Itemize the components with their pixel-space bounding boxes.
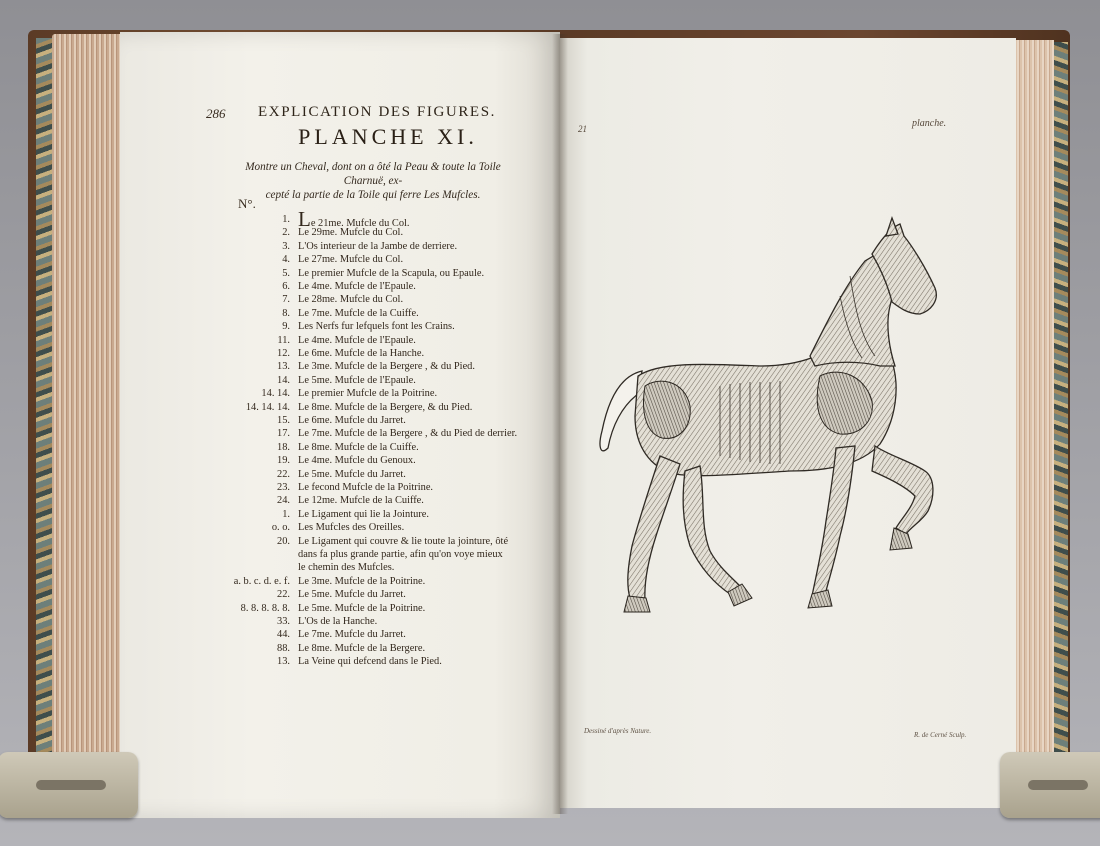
- legend-entry-number: 13.: [277, 656, 290, 668]
- horse-hoof: [808, 590, 832, 608]
- plate-word: planche.: [912, 118, 947, 129]
- legend-entry-text: dans fa plus grande partie, afin qu'on voye mieux: [298, 549, 503, 560]
- plate-number-label: 21: [578, 124, 587, 134]
- plate-caption: [224, 160, 522, 202]
- legend-entry-number: 19.: [277, 455, 290, 467]
- legend-entry-text: Le 3me. Mufcle de la Bergere , & du Pied.: [298, 361, 475, 373]
- legend-entry-text: le chemin des Mufcles.: [298, 562, 395, 574]
- horse-anatomy-engraving: [590, 216, 950, 626]
- legend-entry-number: 6.: [282, 281, 290, 292]
- legend-entry-number: o. o.: [271, 522, 290, 534]
- legend-entry-number: 88.: [277, 642, 290, 654]
- page-edges-left: [52, 34, 126, 789]
- legend-entry-number: 11.: [277, 334, 290, 346]
- horse-front-leg-raised: [872, 446, 933, 534]
- legend-entry-text: Le 27me. Mufcle du Col.: [298, 254, 404, 266]
- legend-entry-text: Le 5me. Mufcle du Jarret.: [298, 589, 406, 601]
- legend-entry-text: Le 8me. Mufcle de la Cuiffe.: [298, 441, 419, 453]
- legend-entry-text: Le 7me. Mufcle de la Cuiffe.: [298, 307, 419, 319]
- legend-entry-number: 14.: [277, 374, 290, 386]
- legend-entry-text: Le 4me. Mufcle du Genoux.: [298, 455, 416, 467]
- horse-hoof: [624, 596, 650, 612]
- legend-entry-number: 1.: [282, 508, 290, 520]
- legend-entry-number: a. b. c. d. e. f.: [233, 575, 290, 587]
- legend-entry-number: 13.: [277, 361, 290, 373]
- legend-entry-number: 23.: [277, 482, 290, 493]
- legend-entry-text: Le 7me. Mufcle de la Bergere , & du Pied de derrier.: [298, 428, 518, 440]
- legend-entry-text: Le Ligament qui couvre & lie toute la jointure, ôté: [298, 535, 509, 547]
- legend-entry-text: Le 29me. Mufcle du Col.: [298, 227, 404, 239]
- legend-entry-text: Le fecond Mufcle de la Poitrine.: [298, 482, 434, 493]
- number-header: N°.: [238, 196, 256, 211]
- drop-capital: L: [298, 207, 311, 231]
- legend-entry-text: Le 21me. Mufcle du Col.: [298, 207, 410, 231]
- legend-entry-text: Le 8me. Mufcle de la Bergere.: [298, 642, 426, 654]
- legend-entry-number: 14. 14. 14.: [245, 401, 290, 413]
- caption-line: cepté la partie de la Toile qui ferre Les Mufcles.: [265, 189, 481, 201]
- legend-entry-number: 14. 14.: [261, 388, 290, 400]
- legend-entry-text: Le Ligament qui lie la Jointure.: [298, 508, 429, 520]
- engraving-credit-right: R. de Cerné Sculp.: [914, 731, 967, 739]
- book-clip-right: [1000, 752, 1100, 818]
- legend-entry-text: Le premier Mufcle de la Scapula, ou Epaule.: [298, 267, 485, 279]
- legend-entry-number: 24.: [277, 495, 290, 507]
- legend-entry-text: L'Os interieur de la Jambe de derriere.: [298, 240, 458, 252]
- page-edges-right: [1012, 40, 1054, 785]
- legend-entry-text: Le 12me. Mufcle de la Cuiffe.: [298, 495, 424, 507]
- legend-entry-number: 15.: [277, 415, 290, 426]
- legend-entry-number: 22.: [277, 468, 290, 480]
- legend-entry-text: Le 3me. Mufcle de la Poitrine.: [298, 575, 426, 587]
- plate-title: PLANCHE XI.: [298, 124, 478, 149]
- caption-line: Montre un Cheval, dont on a ôté la Peau & toute la Toile Charnuë, ex-: [245, 161, 501, 187]
- legend-entry-number: 44.: [277, 629, 290, 641]
- book-gutter: [552, 34, 568, 814]
- legend-entry-number: 4.: [282, 254, 290, 266]
- legend-entry-text: Le 4me. Mufcle de l'Epaule.: [298, 334, 416, 346]
- legend-entry-text: Le 28me. Mufcle du Col.: [298, 294, 404, 306]
- legend-entry-number: 17.: [277, 428, 290, 440]
- legend-entry-text: Le 4me. Mufcle de l'Epaule.: [298, 281, 416, 292]
- legend-entry-text: Le premier Mufcle de la Poitrine.: [298, 388, 438, 400]
- legend-entry-number: 12.: [277, 348, 290, 359]
- legend-entry-number: 18.: [277, 441, 290, 453]
- book-clip-left: [0, 752, 138, 818]
- running-head: EXPLICATION DES FIGURES.: [258, 104, 496, 120]
- horse-hind-leg: [628, 456, 680, 600]
- legend-entry-number: 33.: [277, 616, 290, 627]
- legend-entry-number: 8.: [282, 307, 290, 319]
- page-number: 286: [206, 106, 226, 121]
- legend-entry-text: Le 8me. Mufcle de la Bergere, & du Pied.: [298, 401, 473, 413]
- legend-entry-text: Le 5me. Mufcle du Jarret.: [298, 468, 406, 480]
- legend-entry-number: 8. 8. 8. 8. 8.: [240, 602, 290, 614]
- legend-entry-text: Le 5me. Mufcle de la Poitrine.: [298, 602, 426, 614]
- legend-entry-number: 5.: [282, 267, 290, 279]
- legend-entry-number: 22.: [277, 589, 290, 601]
- legend-entry-number: 9.: [282, 321, 290, 333]
- horse-hind-leg-back: [683, 466, 740, 594]
- legend-entry-text: L'Os de la Hanche.: [298, 616, 378, 627]
- legend-entry-text: Le 7me. Mufcle du Jarret.: [298, 629, 406, 641]
- legend-entry-text: Les Mufcles des Oreilles.: [298, 522, 405, 534]
- legend-entry-number: 3.: [282, 240, 290, 252]
- engraving-credit-left: Dessiné d'après Nature.: [584, 727, 652, 735]
- legend-entry-number: 2.: [282, 227, 290, 239]
- legend-entry-number: 20.: [277, 535, 290, 547]
- legend-entry-text: La Veine qui defcend dans le Pied.: [298, 656, 442, 668]
- legend-entry-number: 7.: [282, 294, 290, 306]
- legend-entry-text: Le 5me. Mufcle de l'Epaule.: [298, 374, 416, 386]
- legend-entry-text: Le 6me. Mufcle du Jarret.: [298, 415, 406, 426]
- legend-entry-text: Le 6me. Mufcle de la Hanche.: [298, 348, 425, 359]
- legend-entry-text: Les Nerfs fur lefquels font les Crains.: [298, 321, 455, 333]
- legend-entry-number: 1.: [282, 214, 290, 225]
